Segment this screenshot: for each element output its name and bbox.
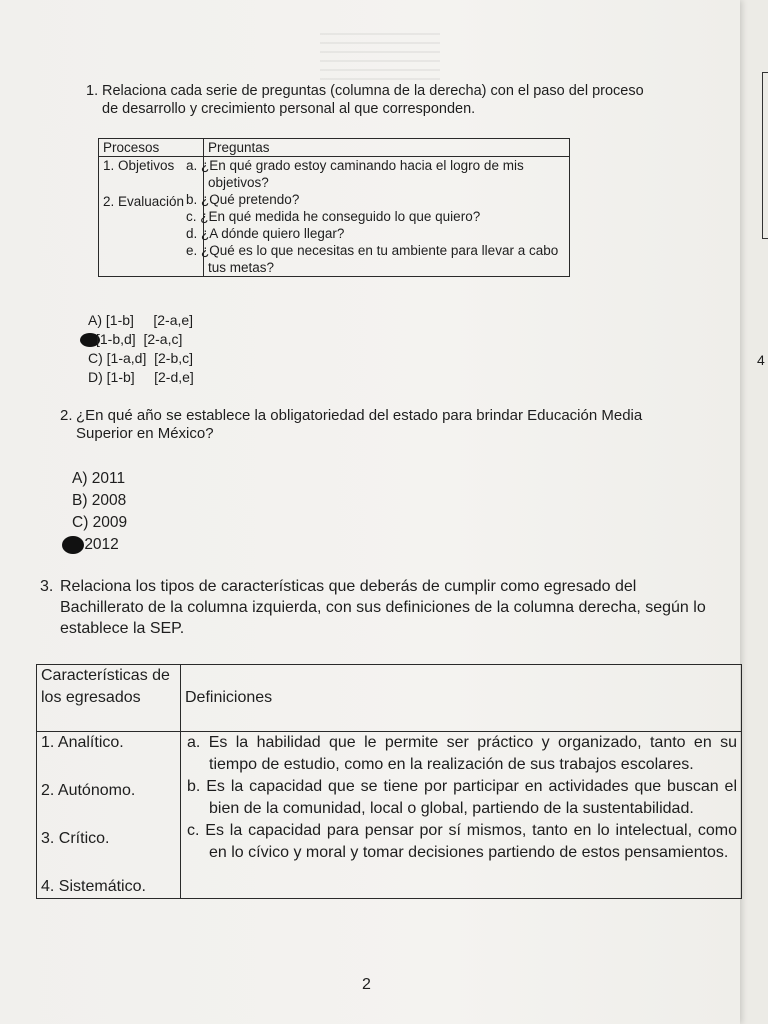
pregunta-item: d. ¿A dónde quiero llegar?	[186, 226, 345, 241]
question-2-text: ¿En qué año se establece la obligatoriedad del estado para brindar Educación Media Superior en México?	[76, 407, 643, 442]
pregunta-item: a. ¿En qué grado estoy caminando hacia el logro de mis objetivos?	[186, 158, 524, 190]
bleed-through-text	[320, 30, 440, 80]
question-1-table	[98, 138, 570, 277]
question-3-number: 3.	[40, 578, 54, 595]
question-3-table	[36, 664, 742, 899]
caracteristica-item: 3. Crítico.	[41, 830, 110, 847]
caracteristica-item: 4. Sistemático.	[41, 878, 146, 895]
option-d-label: 2012	[84, 536, 119, 553]
option-b-label: [1-b,d] [2-a,c]	[96, 331, 183, 347]
question-1-text: Relaciona cada serie de preguntas (columna de la derecha) con el paso del proceso de desarrollo y crecimiento personal al que corresponden.	[102, 83, 644, 117]
option-b[interactable]	[80, 330, 194, 349]
filled-answer-bubble	[62, 536, 84, 554]
option-b[interactable]: B) 2008	[72, 492, 127, 509]
pregunta-item: c. ¿En qué medida he conseguido lo que quiero?	[186, 209, 481, 224]
caracteristica-item: 2. Autónomo.	[41, 782, 136, 799]
proceso-item: 2. Evaluación	[103, 194, 185, 209]
header-preguntas: Preguntas	[204, 139, 570, 157]
caracteristicas-cell	[37, 732, 181, 899]
page-number: 2	[362, 976, 371, 993]
header-procesos: Procesos	[99, 139, 204, 157]
definicion-item: b. Es la capacidad que se tiene por participar en actividades que buscan el bien de la comunidad, local o global, partiendo de la sustentabilidad.	[187, 778, 737, 817]
header-definiciones: Definiciones	[181, 665, 742, 732]
definicion-item: c. Es la capacidad para pensar por sí mismos, tanto en lo intelectual, como en lo cívico y moral y tomar decisiones partiendo de estos pensamientos.	[187, 822, 737, 861]
option-c[interactable]: C) 2009	[72, 514, 128, 531]
question-2	[60, 407, 680, 443]
option-c[interactable]: C) [1-a,d] [2-b,c]	[88, 350, 194, 366]
option-d[interactable]	[62, 534, 127, 556]
question-1	[86, 82, 646, 118]
question-3	[40, 576, 720, 639]
definiciones-cell	[181, 732, 742, 899]
pregunta-item: e. ¿Qué es lo que necesitas en tu ambiente para llevar a cabo tus metas?	[186, 243, 559, 275]
question-3-text: Relaciona los tipos de características que deberás de cumplir como egresado del Bachillerato de la columna izquierda, con sus definiciones de la columna derecha, según lo establece la SEP.	[60, 578, 706, 637]
pregunta-item: b. ¿Qué pretendo?	[186, 192, 300, 207]
header-caracteristicas: Características de los egresados	[37, 665, 181, 732]
option-a[interactable]: A) [1-b] [2-a,e]	[88, 312, 194, 328]
preguntas-cell	[186, 157, 570, 277]
question-2-options	[72, 468, 127, 556]
side-page-number: 4	[757, 352, 765, 368]
option-d[interactable]: D) [1-b] [2-d,e]	[88, 369, 194, 385]
option-a[interactable]: A) 2011	[72, 470, 126, 487]
question-2-number: 2.	[60, 407, 73, 424]
background-box	[762, 72, 768, 239]
definicion-item: a. Es la habilidad que le permite ser práctico y organizado, tanto en su tiempo de estudio, como en la realización de sus trabajos escolares.	[187, 734, 737, 773]
question-1-options	[88, 311, 194, 387]
caracteristica-item: 1. Analítico.	[41, 734, 124, 751]
proceso-item: 1. Objetivos	[103, 158, 175, 173]
question-1-number: 1.	[86, 83, 99, 99]
